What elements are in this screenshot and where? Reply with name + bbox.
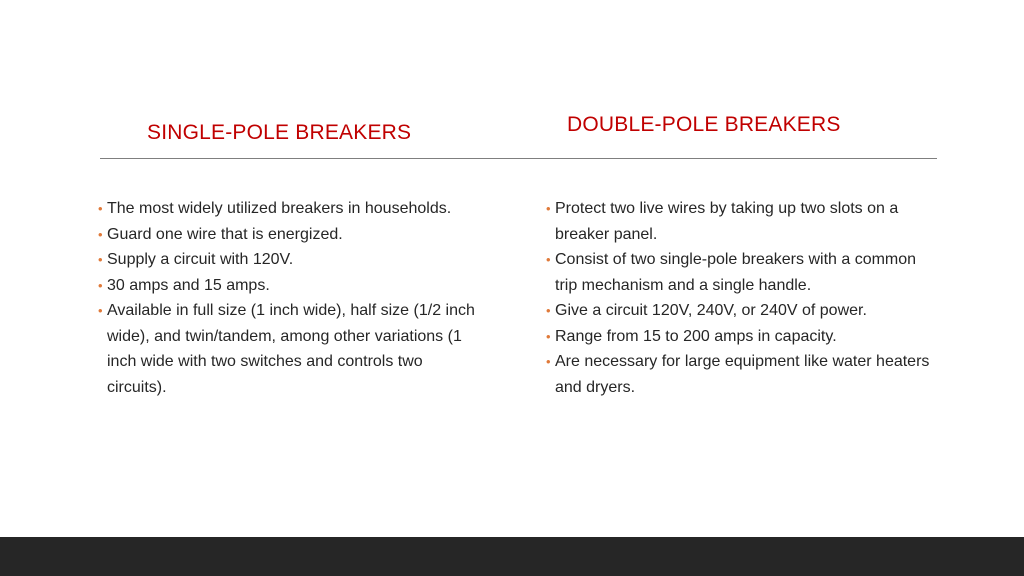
bullet-item: • Give a circuit 120V, 240V, or 240V of power. — [546, 298, 942, 324]
bullet-item: • Supply a circuit with 120V. — [98, 247, 480, 273]
heading-divider — [100, 158, 937, 159]
bullet-item: • 30 amps and 15 amps. — [98, 273, 480, 299]
bullet-item: • Are necessary for large equipment like water heaters and dryers. — [546, 349, 942, 400]
footer-bar — [0, 537, 1024, 576]
bullet-item: • Consist of two single-pole breakers with a common trip mechanism and a single handle. — [546, 247, 942, 298]
single-pole-bullet-list — [98, 196, 480, 400]
bullet-item: • Range from 15 to 200 amps in capacity. — [546, 324, 942, 350]
single-pole-heading: SINGLE-POLE BREAKERS — [147, 121, 412, 144]
bullet-item: • Protect two live wires by taking up two slots on a breaker panel. — [546, 196, 942, 247]
double-pole-bullet-list — [546, 196, 942, 400]
bullet-item: • Available in full size (1 inch wide), half size (1/2 inch wide), and twin/tandem, among other variations (1 inch wide with two switches and controls two circuits). — [98, 298, 480, 400]
double-pole-heading: DOUBLE-POLE BREAKERS — [567, 113, 841, 136]
bullet-item: • The most widely utilized breakers in households. — [98, 196, 480, 222]
bullet-item: • Guard one wire that is energized. — [98, 222, 480, 248]
